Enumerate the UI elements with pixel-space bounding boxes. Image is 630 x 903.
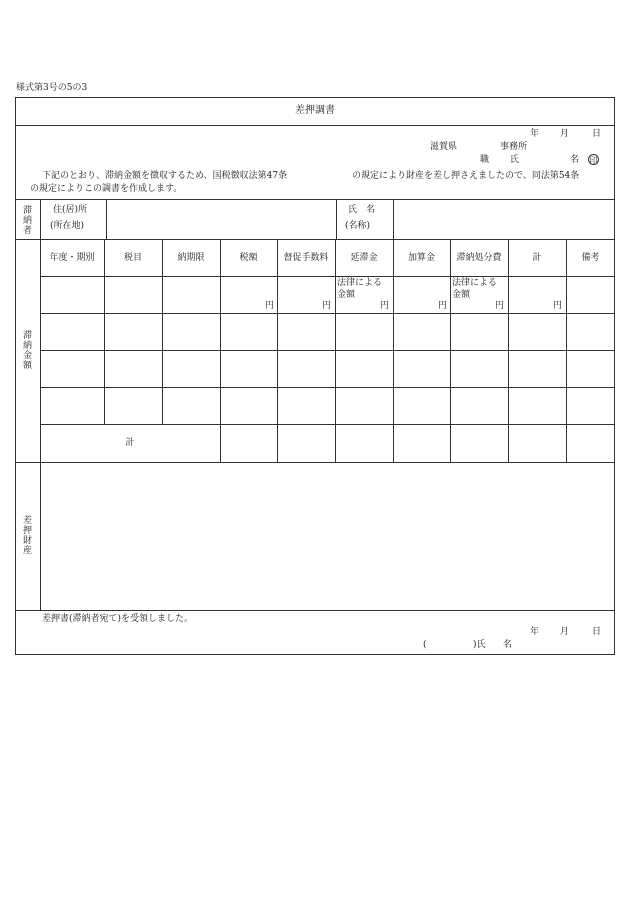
- address-sub-label: (所在地): [50, 221, 85, 231]
- header-tax-item: 税目: [123, 253, 142, 263]
- receipt-text: 差押書(滞納者宛て)を受領しました。: [42, 614, 194, 624]
- office-label: 事務所: [500, 142, 528, 152]
- position-label: 職: [480, 155, 490, 165]
- disposition-legal-line2: 金額: [452, 290, 471, 300]
- name-label: 氏: [510, 155, 520, 165]
- arrears-side-label: 滞納金額: [21, 330, 31, 370]
- unit-total: 円: [553, 301, 563, 311]
- taxpayer-name-label: 氏 名: [348, 205, 376, 215]
- receipt-paren-close: )氏: [473, 640, 486, 650]
- intro-line1-b: の規定により財産を差し押さえましたので、同法第54条: [352, 171, 580, 181]
- taxpayer-side-label: 滞納者: [21, 205, 31, 235]
- receipt-day: 日: [592, 627, 602, 637]
- taxpayer-name-sub: (名称): [345, 221, 371, 231]
- unit-dunning-fee: 円: [322, 301, 332, 311]
- late-charge-legal-line1: 法律による: [337, 278, 383, 288]
- form-number: 様式第3号の5の3: [16, 83, 88, 93]
- intro-line1-a: 下記のとおり、滞納金額を徴収するため、国税徴収法第47条: [42, 171, 288, 181]
- seized-side-label: 差押財産: [21, 515, 31, 555]
- header-fiscal-period: 年度・期別: [49, 253, 95, 263]
- name-label-2: 名: [570, 155, 580, 165]
- intro-line2: の規定によりこの調書を作成します。: [30, 184, 183, 194]
- unit-additional-tax: 円: [438, 301, 448, 311]
- date-year: 年: [530, 129, 540, 139]
- header-total: 計: [532, 253, 542, 263]
- receipt-paren-open: (: [423, 640, 427, 650]
- late-charge-legal-line2: 金額: [337, 290, 356, 300]
- receipt-year: 年: [530, 627, 540, 637]
- office-prefecture: 滋賀県: [430, 142, 458, 152]
- form-title: 差押調書: [295, 105, 335, 116]
- date-month: 月: [560, 129, 570, 139]
- header-late-charge: 延滞金: [350, 253, 378, 263]
- header-additional-tax: 加算金: [407, 253, 435, 263]
- receipt-month: 月: [560, 627, 570, 637]
- date-day: 日: [592, 129, 602, 139]
- header-disposition-cost: 滞納処分費: [456, 253, 502, 263]
- receipt-name-label: 名: [503, 640, 513, 650]
- header-dunning-fee: 督促手数料: [283, 253, 329, 263]
- header-due-date: 納期限: [177, 253, 205, 263]
- seal-icon: 印: [589, 156, 598, 165]
- total-row-label: 計: [125, 438, 135, 448]
- address-label: 住(居)所: [53, 205, 88, 215]
- disposition-legal-line1: 法律による: [452, 278, 498, 288]
- unit-tax-amount: 円: [265, 301, 275, 311]
- unit-disposition-cost: 円: [495, 301, 505, 311]
- header-tax-amount: 税額: [239, 253, 258, 263]
- unit-late-charge: 円: [380, 301, 390, 311]
- header-remarks: 備考: [581, 253, 600, 263]
